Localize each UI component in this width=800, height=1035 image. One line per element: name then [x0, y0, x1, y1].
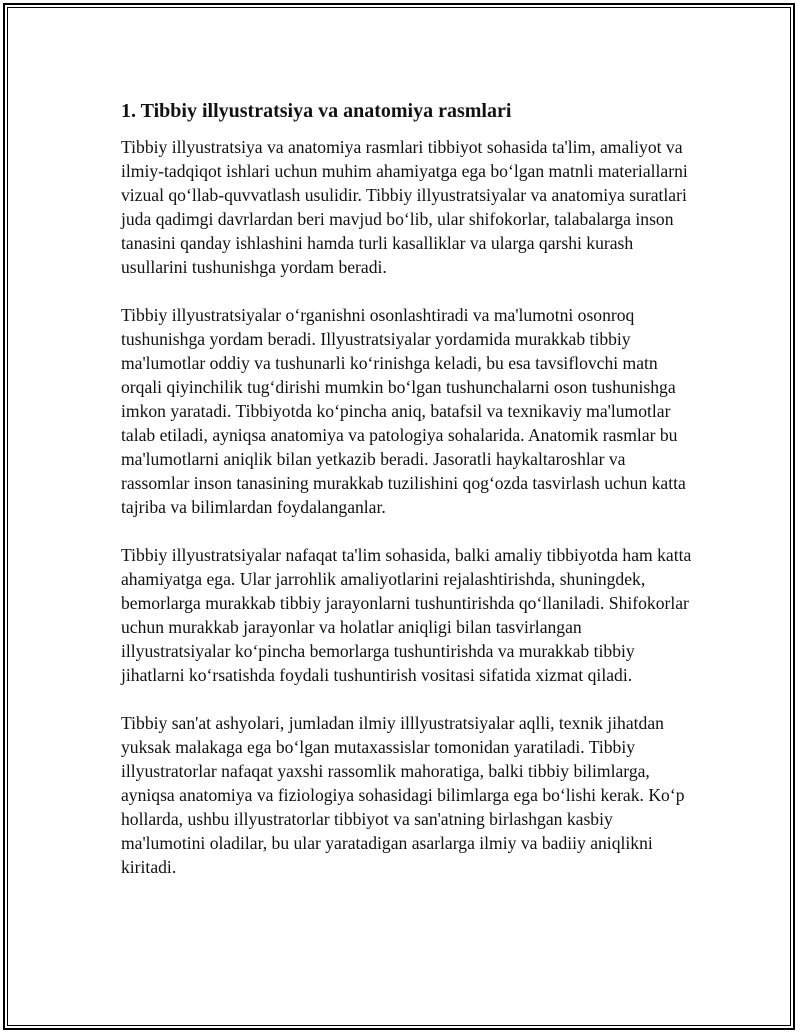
document-body	[121, 93, 693, 903]
paragraph-2: Tibbiy illyustratsiyalar o‘rganishni osonlashtiradi va ma'lumotni osonroq tushunishga yordam beradi. Illyustratsiyalar yordamida murakkab tibbiy ma'lumotlar oddiy va tushunarli ko‘rinishga keladi, bu esa tavsiflovchi matn orqali qiyinchilik tug‘dirishi mumkin bo‘lgan tushunchalarni oson tushunishga imkon yaratadi. Tibbiyotda ko‘pincha aniq, batafsil va texnikaviy ma'lumotlar talab etiladi, ayniqsa anatomiya va patologiya sohalarida. Anatomik rasmlar bu ma'lumotlarni aniqlik bilan yetkazib beradi. Jasoratli haykaltaroshlar va rassomlar inson tanasining murakkab tuzilishini qog‘ozda tasvirlash uchun katta tajriba va bilimlardan foydalanganlar.	[121, 305, 686, 517]
section-heading: 1. Tibbiy illyustratsiya va anatomiya rasmlari	[121, 100, 512, 122]
page-border	[3, 3, 795, 1030]
paragraph-3: Tibbiy illyustratsiyalar nafaqat ta'lim sohasida, balki amaliy tibbiyotda ham katta ahamiyatga ega. Ular jarrohlik amaliyotlarini rejalashtirishda, shuningdek, bemorlarga murakkab tibbiy jarayonlarni tushuntirishda qo‘llaniladi. Shifokorlar uchun murakkab jarayonlar va holatlar aniqligi bilan tasvirlangan illyustratsiyalar ko‘pincha bemorlarga tushuntirishda va murakkab tibbiy jihatlarni ko‘rsatishda foydali tushuntirish vositasi sifatida xizmat qiladi.	[121, 545, 692, 685]
paragraph-4: Tibbiy san'at ashyolari, jumladan ilmiy illlyustratsiyalar aqlli, texnik jihatdan yuksak malakaga ega bo‘lgan mutaxassislar tomonidan yaratiladi. Tibbiy illyustratorlar nafaqat yaxshi rassomlik mahoratiga, balki tibbiy bilimlarga, ayniqsa anatomiya va fiziologiya sohasidagi bilimlarga ega bo‘lishi kerak. Ko‘p hollarda, ushbu illyustratorlar tibbiyot va san'atning birlashgan kasbiy ma'lumotini oladilar, bu ular yaratadigan asarlarga ilmiy va badiiy aniqlikni kiritadi.	[121, 713, 685, 877]
paragraph-1: Tibbiy illyustratsiya va anatomiya rasmlari tibbiyot sohasida ta'lim, amaliyot va ilmiy-tadqiqot ishlari uchun muhim ahamiyatga ega bo‘lgan matnli materiallarni vizual qo‘llab-quvvatlash usulidir. Tibbiy illyustratsiyalar va anatomiya suratlari juda qadimgi davrlardan beri mavjud bo‘lib, ular shifokorlar, talabalarga inson tanasini qanday ishlashini hamda turli kasalliklar va ularga qarshi kurash usullarini tushunishga yordam beradi.	[121, 137, 688, 277]
